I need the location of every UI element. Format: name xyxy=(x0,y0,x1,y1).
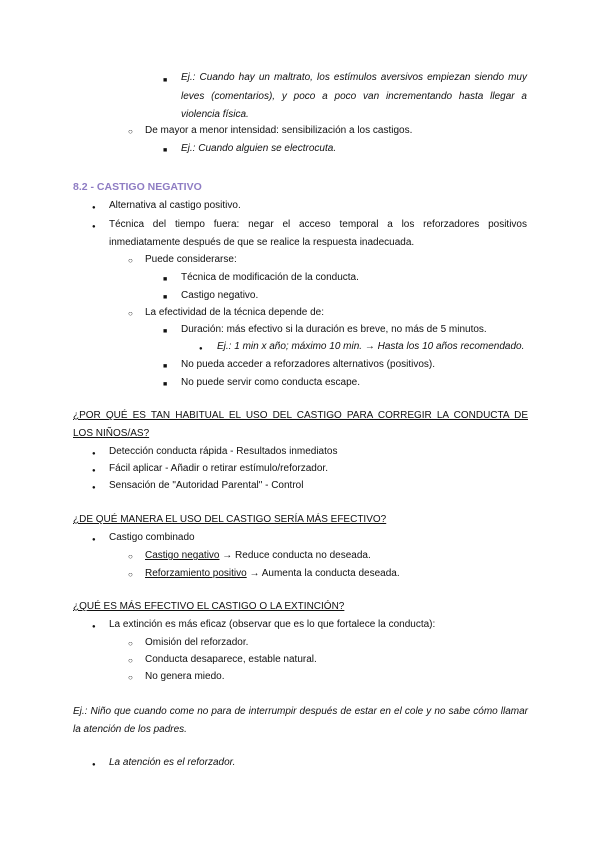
q1-item-1: Detección conducta rápida - Resultados inmediatos xyxy=(109,446,338,457)
circle-bullet-icon xyxy=(128,653,133,668)
square-bullet-icon xyxy=(163,289,167,305)
atencion-reforzador: La atención es el reforzador. xyxy=(109,757,236,768)
example-nino-line-1: Ej.: Niño que cuando come no para de interrumpir después de estar en el cole y no sabe cómo llamar xyxy=(73,706,528,717)
efectividad-text: La efectividad de la técnica depende de: xyxy=(145,307,325,318)
no-acceder-text: No pueda acceder a reforzadores alternativos (positivos). xyxy=(181,359,436,370)
question-3-title: ¿QUÉ ES MÁS EFECTIVO EL CASTIGO O LA EXTINCIÓN? xyxy=(73,601,345,612)
reforzamiento-positivo-term: Reforzamiento positivo xyxy=(145,568,247,579)
example-maltrato-line-3: violencia física. xyxy=(181,109,249,120)
disc-bullet-icon xyxy=(92,479,96,495)
q3-item-3: No genera miedo. xyxy=(145,671,225,682)
question-1-title-line-1: ¿POR QUÉ ES TAN HABITUAL EL USO DEL CASTIGO PARA CORREGIR LA CONDUCTA DE xyxy=(73,410,528,421)
reforzamiento-positivo-desc: → Aumenta la conducta deseada. xyxy=(246,568,400,579)
example-nino-line-2: la atención de los padres. xyxy=(73,724,187,735)
circle-bullet-icon xyxy=(128,306,133,321)
disc-bullet-icon xyxy=(92,756,96,772)
puede-item-1: Técnica de modificación de la conducta. xyxy=(181,272,359,283)
square-bullet-icon xyxy=(163,358,167,374)
example-electrocuta: Ej.: Cuando alguien se electrocuta. xyxy=(181,143,337,154)
disc-bullet-icon xyxy=(92,618,96,634)
circle-bullet-icon xyxy=(128,124,133,139)
circle-bullet-icon xyxy=(128,253,133,268)
example-maltrato-line-2: leves (comentarios), y poco a poco van incrementando hasta llegar a xyxy=(181,91,527,102)
square-bullet-icon xyxy=(163,323,167,339)
castigo-negativo-line xyxy=(145,549,371,563)
square-bullet-icon xyxy=(163,376,167,392)
square-bullet-icon xyxy=(163,72,167,88)
circle-bullet-icon xyxy=(128,549,133,564)
example-minutos: Ej.: 1 min x año; máximo 10 min. → Hasta los 10 años recomendado. xyxy=(217,341,525,352)
question-2-title: ¿DE QUÉ MANERA EL USO DEL CASTIGO SERÍA MÁS EFECTIVO? xyxy=(73,514,387,525)
tiempo-fuera-line-1: Técnica del tiempo fuera: negar el acceso temporal a los reforzadores positivos xyxy=(109,219,527,230)
circle-bullet-icon xyxy=(128,636,133,651)
mayor-menor-text: De mayor a menor intensidad: sensibilización a los castigos. xyxy=(145,125,413,136)
square-bullet-icon xyxy=(163,142,167,158)
disc-bullet-icon xyxy=(92,531,96,547)
disc-bullet-icon xyxy=(92,462,96,478)
disc-bullet-icon xyxy=(92,218,96,234)
q3-item-2: Conducta desaparece, estable natural. xyxy=(145,654,317,665)
alternativa-text: Alternativa al castigo positivo. xyxy=(109,200,241,211)
circle-bullet-icon xyxy=(128,670,133,685)
castigo-combinado: Castigo combinado xyxy=(109,532,195,543)
castigo-negativo-term: Castigo negativo xyxy=(145,550,220,561)
example-maltrato-line-1: Ej.: Cuando hay un maltrato, los estímulos aversivos empiezan siendo muy xyxy=(181,72,527,83)
no-escape-text: No puede servir como conducta escape. xyxy=(181,377,360,388)
q3-item-1: Omisión del reforzador. xyxy=(145,637,249,648)
disc-bullet-icon xyxy=(199,340,203,356)
puede-item-2: Castigo negativo. xyxy=(181,290,259,301)
castigo-negativo-desc: → Reduce conducta no deseada. xyxy=(219,550,371,561)
question-1-title-line-2: LOS NIÑOS/AS? xyxy=(73,428,150,439)
square-bullet-icon xyxy=(163,271,167,287)
puede-considerarse: Puede considerarse: xyxy=(145,254,237,265)
extincion-text: La extinción es más eficaz (observar que es lo que fortalece la conducta): xyxy=(109,619,436,630)
section-title: 8.2 - CASTIGO NEGATIVO xyxy=(73,181,202,193)
duracion-text: Duración: más efectivo si la duración es breve, no más de 5 minutos. xyxy=(181,324,487,335)
disc-bullet-icon xyxy=(92,199,96,215)
circle-bullet-icon xyxy=(128,567,133,582)
reforzamiento-positivo-line xyxy=(145,567,400,581)
disc-bullet-icon xyxy=(92,445,96,461)
tiempo-fuera-line-2: inmediatamente después de que se realice la respuesta inadecuada. xyxy=(109,237,415,248)
q1-item-2: Fácil aplicar - Añadir o retirar estímulo/reforzador. xyxy=(109,463,328,474)
q1-item-3: Sensación de "Autoridad Parental" - Control xyxy=(109,480,304,491)
